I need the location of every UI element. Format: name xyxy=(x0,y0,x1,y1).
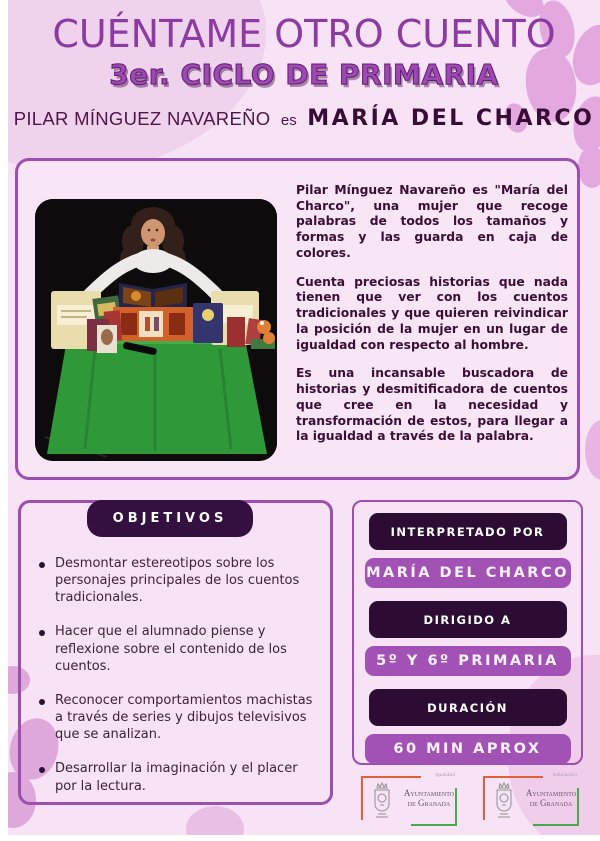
granada-crest-icon xyxy=(369,781,395,821)
logo-org-line1: Ayuntamiento xyxy=(525,788,577,798)
byline-connector: es xyxy=(280,112,297,129)
blob-petal xyxy=(578,146,600,188)
objectives-card xyxy=(18,500,333,805)
objectives-heading: OBJETIVOS xyxy=(112,511,228,526)
cycle-subtitle: 3er. CICLO DE PRIMARIA xyxy=(109,58,499,91)
detail-value: 5º Y 6º PRIMARIA xyxy=(376,653,559,669)
objective-item: Desmontar estereotipos sobre los personajes principales de los cuentos tradicionales. xyxy=(55,555,314,606)
logo-org-text xyxy=(523,788,579,809)
stage-photo-illustration xyxy=(35,199,277,461)
performance-photo xyxy=(35,199,277,461)
logo-org-line2: de Granada xyxy=(407,798,451,809)
granada-council-logo xyxy=(357,772,461,830)
about-paragraph: Es una incansable buscadora de historias y desmitificadora de cuentos que cree en la necesidad y transformación de estos, para llegar a la igualdad a través de la palabra. xyxy=(296,366,568,444)
logo-org-line2: de Granada xyxy=(529,798,573,809)
blob-right-middle xyxy=(585,420,600,480)
footer-logos xyxy=(352,772,588,832)
about-paragraph: Pilar Mínguez Navareño es "María del Charco", una mujer que recoge palabras de todos los tamaños y formas y las guarda en caja de colores. xyxy=(296,183,568,260)
about-paragraph: Cuenta preciosas historias que nada tienen que ver con los cuentos tradicionales y que quieren reivindicar la posición de la mujer en un lugar de igualdad con respecto al hombre. xyxy=(296,274,568,352)
directed-to-value-pill xyxy=(365,646,571,676)
directed-to-label-pill xyxy=(369,601,567,638)
objectives-list xyxy=(21,555,330,795)
detail-label: DURACIÓN xyxy=(427,700,508,715)
detail-value: 60 MIN APROX xyxy=(393,741,542,757)
detail-value: MARÍA DEL CHARCO xyxy=(366,565,569,581)
logo-org-text xyxy=(401,788,457,809)
poster-background xyxy=(8,0,600,835)
about-card xyxy=(15,158,580,480)
character-name: MARÍA DEL CHARCO xyxy=(307,106,595,131)
logo-department-label: Educación xyxy=(553,772,577,777)
granada-crest-icon xyxy=(491,781,517,821)
details-rows xyxy=(354,502,581,777)
objective-item: Reconocer comportamientos machistas a través de series y dibujos televisivos que se analizan. xyxy=(55,692,313,743)
about-text-column xyxy=(296,183,568,458)
show-title: CUÉNTAME OTRO CUENTO xyxy=(52,12,556,56)
objective-item: Desarrollar la imaginación y el placer por la lectura. xyxy=(55,760,314,794)
logo-org-line1: Ayuntamiento xyxy=(403,788,455,798)
actor-name: PILAR MÍNGUEZ NAVAREÑO xyxy=(13,108,271,129)
performer-byline xyxy=(8,106,600,131)
details-card xyxy=(352,500,583,765)
duration-label-pill xyxy=(369,689,567,726)
blob-bottom-center xyxy=(186,806,244,835)
detail-label: DIRIGIDO A xyxy=(423,612,512,627)
duration-value-pill xyxy=(365,734,571,764)
interpreted-by-label-pill xyxy=(369,513,567,550)
granada-council-logo xyxy=(479,772,583,830)
interpreted-by-value-pill xyxy=(365,558,571,588)
detail-label: INTERPRETADO POR xyxy=(390,524,545,539)
logo-department-label: Igualdad xyxy=(435,772,455,777)
objectives-heading-pill xyxy=(87,500,253,537)
objective-item: Hacer que el alumnado piense y reflexione sobre el contenido de los cuentos. xyxy=(55,623,314,674)
